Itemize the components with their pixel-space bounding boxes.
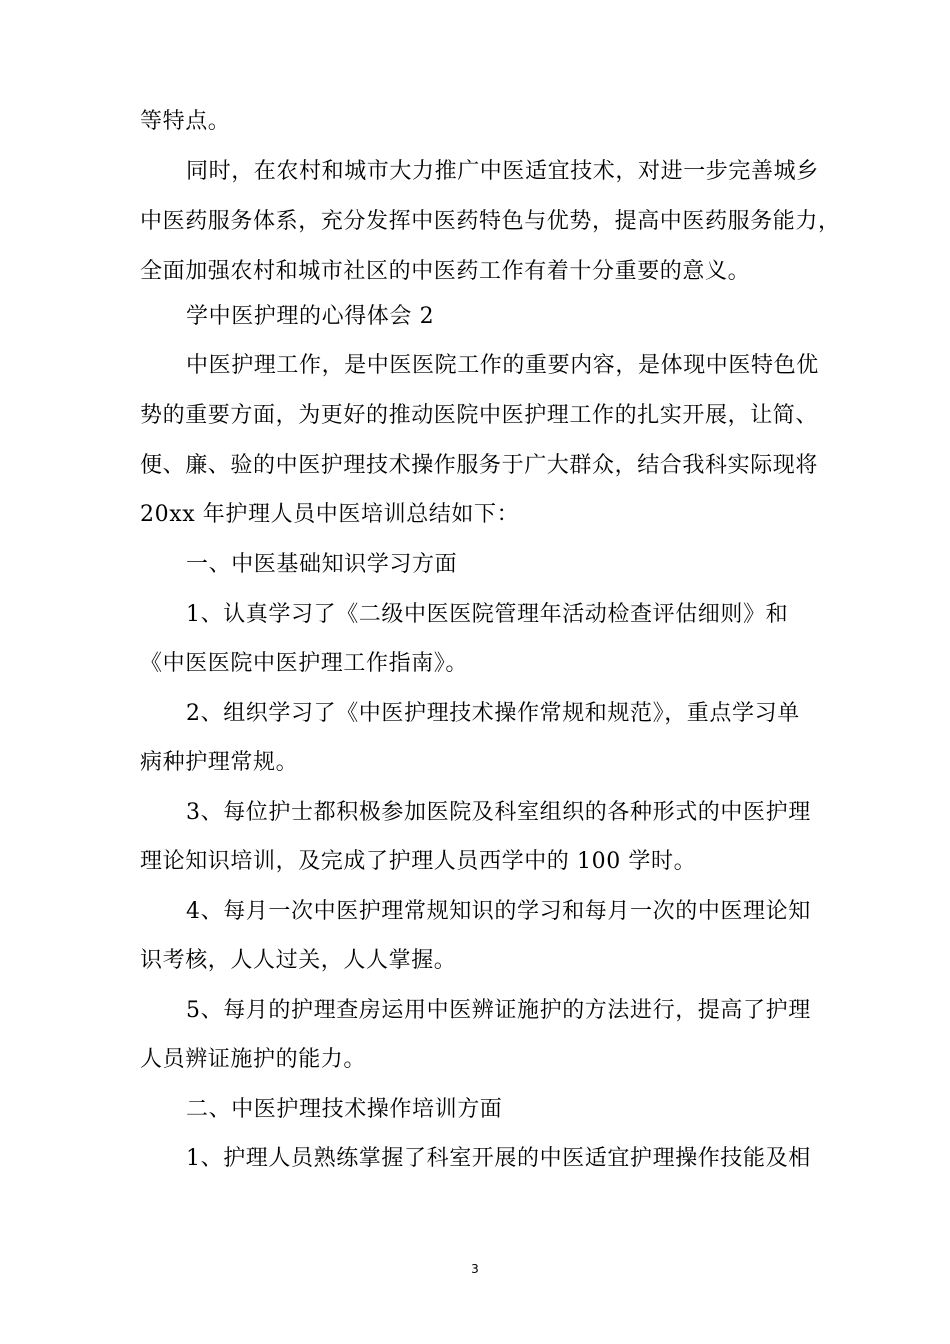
text-line: 全面加强农村和城市社区的中医药工作有着十分重要的意义。 [140, 259, 751, 284]
text-line: 中医护理工作，是中医医院工作的重要内容，是体现中医特色优 [186, 353, 819, 378]
text-line: 3、每位护士都积极参加医院及科室组织的各种形式的中医护理 [186, 800, 811, 825]
text-line: 中医药服务体系，充分发挥中医药特色与优势，提高中医药服务能力， [140, 209, 841, 234]
text-line: 2、组织学习了《中医护理技术操作常规和规范》，重点学习单 [186, 701, 800, 726]
text-line: 1、护理人员熟练掌握了科室开展的中医适宜护理操作技能及相 [186, 1146, 811, 1171]
text-line: 等特点。 [140, 109, 231, 134]
page-number: 3 [471, 1262, 479, 1276]
text-line: 20xx 年护理人员中医培训总结如下： [140, 502, 520, 527]
text-line: 便、廉、验的中医护理技术操作服务于广大群众，结合我科实际现将 [140, 453, 819, 478]
text-line: 理论知识培训，及完成了护理人员西学中的 100 学时。 [140, 849, 697, 874]
text-line: 势的重要方面，为更好的推动医院中医护理工作的扎实开展，让简、 [140, 403, 819, 428]
text-line: 同时，在农村和城市大力推广中医适宜技术，对进一步完善城乡 [186, 159, 819, 184]
text-line: 《中医医院中医护理工作指南》。 [140, 651, 469, 676]
text-line: 人员辨证施护的能力。 [140, 1047, 367, 1072]
text-line: 5、每月的护理查房运用中医辨证施护的方法进行，提高了护理 [186, 998, 811, 1023]
section-heading: 一、中医基础知识学习方面 [186, 552, 458, 577]
section-heading: 二、中医护理技术操作培训方面 [186, 1097, 503, 1122]
section-heading: 学中医护理的心得体会 2 [186, 304, 435, 329]
text-line: 病种护理常规。 [140, 750, 299, 775]
text-line: 4、每月一次中医护理常规知识的学习和每月一次的中医理论知 [186, 899, 811, 924]
text-line: 识考核，人人过关，人人掌握。 [140, 948, 457, 973]
text-line: 1、认真学习了《二级中医医院管理年活动检查评估细则》和 [186, 602, 789, 627]
